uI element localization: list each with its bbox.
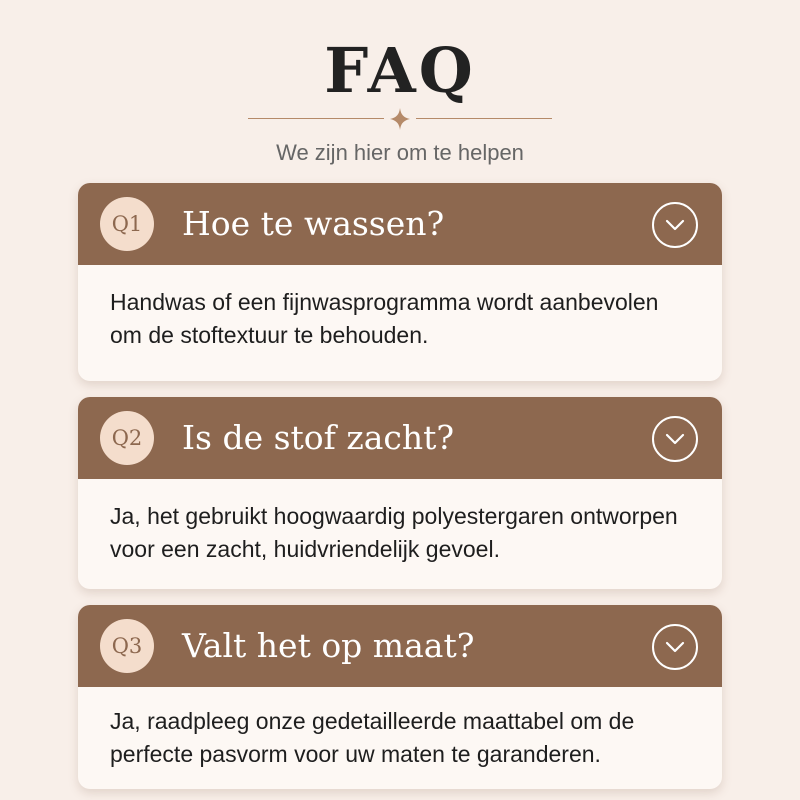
faq-item	[78, 397, 722, 589]
chevron-down-icon	[665, 431, 685, 447]
answer-text: Ja, het gebruikt hoogwaardig polyestergaren ontworpen voor een zacht, huidvriendelijk gevoel.	[110, 503, 678, 562]
faq-question-bar[interactable]	[78, 605, 722, 687]
faq-list	[78, 183, 722, 800]
question-number-badge: Q2	[100, 411, 154, 465]
page-subtitle: We zijn hier om te helpen	[276, 140, 524, 165]
expand-toggle-button[interactable]	[652, 624, 698, 670]
expand-toggle-button[interactable]	[652, 202, 698, 248]
faq-item	[78, 183, 722, 381]
page-title: FAQ	[324, 34, 476, 107]
chevron-down-icon	[665, 639, 685, 655]
question-text: Valt het op maat?	[182, 626, 475, 665]
faq-question-bar[interactable]	[78, 183, 722, 265]
faq-question-bar[interactable]	[78, 397, 722, 479]
answer-text: Ja, raadpleeg onze gedetailleerde maattabel om de perfecte pasvorm voor uw maten te garanderen.	[110, 708, 635, 767]
answer-text: Handwas of een fijnwasprogramma wordt aanbevolen om de stoftextuur te behouden.	[110, 289, 659, 348]
expand-toggle-button[interactable]	[652, 416, 698, 462]
question-text: Hoe te wassen?	[182, 204, 445, 243]
faq-item	[78, 605, 722, 789]
faq-header	[0, 0, 800, 180]
divider-left	[248, 118, 384, 119]
question-text: Is de stof zacht?	[182, 418, 455, 457]
sparkle-icon	[388, 108, 412, 130]
divider-right	[416, 118, 552, 119]
chevron-down-icon	[665, 217, 685, 233]
question-number-badge: Q1	[100, 197, 154, 251]
question-number-badge: Q3	[100, 619, 154, 673]
